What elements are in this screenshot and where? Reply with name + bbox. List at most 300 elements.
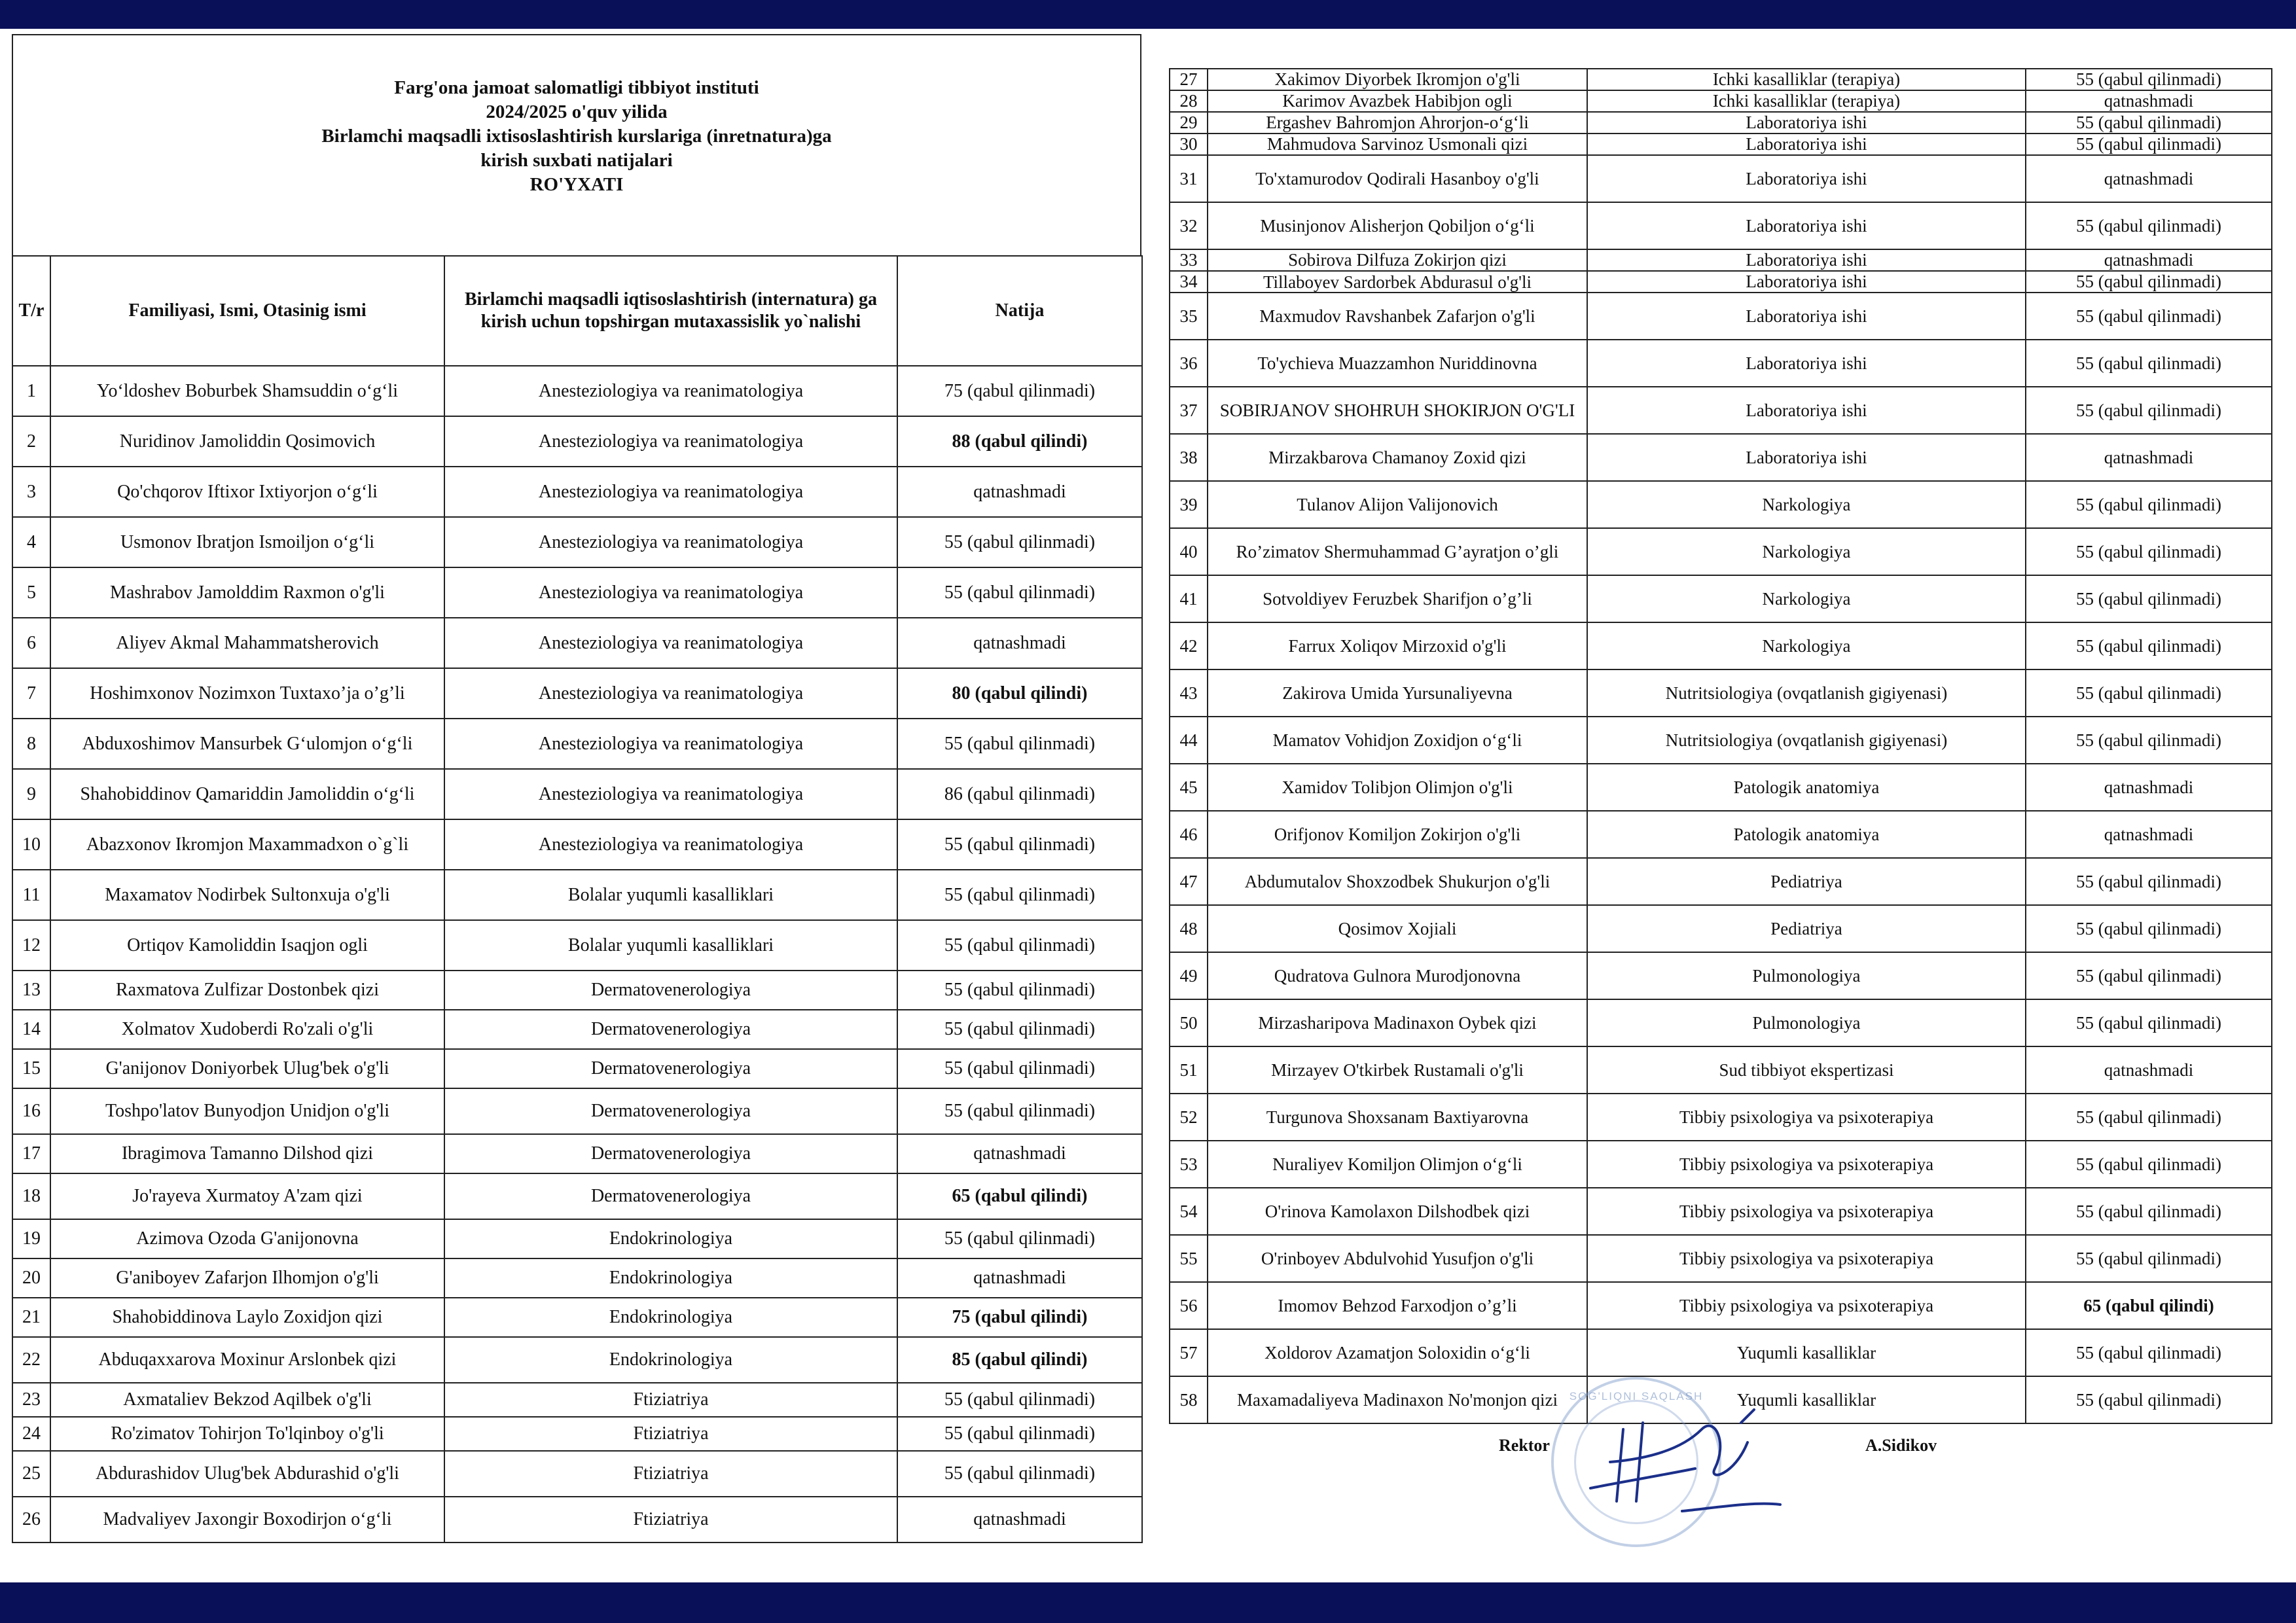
result-cell: 55 (qabul qilinmadi) bbox=[2026, 952, 2272, 999]
person-name-cell: Hoshimxonov Nozimxon Tuxtaxo’ja o’g’li bbox=[50, 668, 444, 719]
specialty-cell: Pediatriya bbox=[1587, 858, 2026, 905]
specialty-cell: Dermatovenerologiya bbox=[444, 1134, 897, 1173]
table-row bbox=[12, 366, 1142, 416]
specialty-cell: Dermatovenerologiya bbox=[444, 1010, 897, 1049]
specialty-cell: Bolalar yuqumli kasalliklari bbox=[444, 870, 897, 920]
column-header-result: Natija bbox=[897, 256, 1142, 366]
row-number-cell: 53 bbox=[1170, 1141, 1208, 1188]
specialty-cell: Laboratoriya ishi bbox=[1587, 271, 2026, 293]
person-name-cell: Qudratova Gulnora Murodjonovna bbox=[1208, 952, 1587, 999]
result-cell: 75 (qabul qilinmadi) bbox=[897, 366, 1142, 416]
result-cell: qatnashmadi bbox=[2026, 434, 2272, 481]
specialty-cell: Ftiziatriya bbox=[444, 1497, 897, 1543]
table-row bbox=[12, 769, 1142, 819]
result-cell: 55 (qabul qilinmadi) bbox=[897, 719, 1142, 769]
result-cell: qatnashmadi bbox=[2026, 90, 2272, 112]
column-header-specialty: Birlamchi maqsadli iqtisoslashtirish (internatura) ga kirish uchun topshirgan mutaxassislik yo`nalishi bbox=[444, 256, 897, 366]
table-row bbox=[1170, 1235, 2272, 1282]
bottom-border-band bbox=[0, 1582, 2296, 1623]
results-table-left bbox=[12, 255, 1143, 1543]
specialty-cell: Laboratoriya ishi bbox=[1587, 202, 2026, 249]
specialty-cell: Narkologiya bbox=[1587, 575, 2026, 622]
person-name-cell: Ortiqov Kamoliddin Isaqjon ogli bbox=[50, 920, 444, 971]
specialty-cell: Endokrinologiya bbox=[444, 1337, 897, 1383]
row-number-cell: 18 bbox=[12, 1173, 50, 1219]
specialty-cell: Pulmonologiya bbox=[1587, 999, 2026, 1046]
result-cell: qatnashmadi bbox=[897, 1258, 1142, 1298]
person-name-cell: Yo‘ldoshev Boburbek Shamsuddin o‘g‘li bbox=[50, 366, 444, 416]
document-subject: Birlamchi maqsadli ixtisoslashtirish kurslariga (inretnatura)ga bbox=[321, 126, 832, 147]
result-cell: 55 (qabul qilinmadi) bbox=[897, 1451, 1142, 1497]
table-row bbox=[1170, 858, 2272, 905]
result-cell: 55 (qabul qilinmadi) bbox=[2026, 481, 2272, 528]
person-name-cell: Mirzasharipova Madinaxon Oybek qizi bbox=[1208, 999, 1587, 1046]
table-row bbox=[12, 1219, 1142, 1258]
result-cell: 55 (qabul qilinmadi) bbox=[2026, 134, 2272, 155]
row-number-cell: 32 bbox=[1170, 202, 1208, 249]
row-number-cell: 45 bbox=[1170, 764, 1208, 811]
person-name-cell: Maxmudov Ravshanbek Zafarjon o'g'li bbox=[1208, 293, 1587, 340]
row-number-cell: 20 bbox=[12, 1258, 50, 1298]
table-row bbox=[12, 1088, 1142, 1134]
person-name-cell: Mirzakbarova Chamanoy Zoxid qizi bbox=[1208, 434, 1587, 481]
row-number-cell: 10 bbox=[12, 819, 50, 870]
person-name-cell: Aliyev Akmal Mahammatsherovich bbox=[50, 618, 444, 668]
document-header bbox=[12, 34, 1141, 257]
specialty-cell: Yuqumli kasalliklar bbox=[1587, 1376, 2026, 1423]
specialty-cell: Tibbiy psixologiya va psixoterapiya bbox=[1587, 1282, 2026, 1329]
table-row bbox=[12, 416, 1142, 467]
table-row bbox=[12, 467, 1142, 517]
result-cell: 55 (qabul qilinmadi) bbox=[2026, 1094, 2272, 1141]
specialty-cell: Laboratoriya ishi bbox=[1587, 134, 2026, 155]
person-name-cell: Abduxoshimov Mansurbek G‘ulomjon o‘g‘li bbox=[50, 719, 444, 769]
row-number-cell: 38 bbox=[1170, 434, 1208, 481]
result-cell: 55 (qabul qilinmadi) bbox=[2026, 293, 2272, 340]
specialty-cell: Nutritsiologiya (ovqatlanish gigiyenasi) bbox=[1587, 717, 2026, 764]
row-number-cell: 50 bbox=[1170, 999, 1208, 1046]
row-number-cell: 7 bbox=[12, 668, 50, 719]
document-subject-cont: kirish suxbati natijalari bbox=[480, 150, 673, 171]
result-cell: 65 (qabul qilindi) bbox=[2026, 1282, 2272, 1329]
result-cell: 86 (qabul qilinmadi) bbox=[897, 769, 1142, 819]
person-name-cell: Toshpo'latov Bunyodjon Unidjon o'g'li bbox=[50, 1088, 444, 1134]
specialty-cell: Tibbiy psixologiya va psixoterapiya bbox=[1587, 1188, 2026, 1235]
table-row bbox=[1170, 134, 2272, 155]
specialty-cell: Anesteziologiya va reanimatologiya bbox=[444, 769, 897, 819]
result-cell: 55 (qabul qilinmadi) bbox=[2026, 905, 2272, 952]
table-row bbox=[1170, 905, 2272, 952]
result-cell: qatnashmadi bbox=[897, 467, 1142, 517]
person-name-cell: SOBIRJANOV SHOHRUH SHOKIRJON O'G'LI bbox=[1208, 387, 1587, 434]
specialty-cell: Anesteziologiya va reanimatologiya bbox=[444, 618, 897, 668]
person-name-cell: Shahobiddinov Qamariddin Jamoliddin o‘g‘li bbox=[50, 769, 444, 819]
rektor-label: Rektor bbox=[1499, 1436, 1550, 1455]
person-name-cell: Farrux Xoliqov Mirzoxid o'g'li bbox=[1208, 622, 1587, 669]
row-number-cell: 39 bbox=[1170, 481, 1208, 528]
row-number-cell: 37 bbox=[1170, 387, 1208, 434]
result-cell: 55 (qabul qilinmadi) bbox=[2026, 858, 2272, 905]
row-number-cell: 29 bbox=[1170, 112, 1208, 134]
specialty-cell: Dermatovenerologiya bbox=[444, 971, 897, 1010]
column-header-number: T/r bbox=[12, 256, 50, 366]
row-number-cell: 4 bbox=[12, 517, 50, 567]
person-name-cell: Nuridinov Jamoliddin Qosimovich bbox=[50, 416, 444, 467]
specialty-cell: Dermatovenerologiya bbox=[444, 1049, 897, 1088]
specialty-cell: Anesteziologiya va reanimatologiya bbox=[444, 366, 897, 416]
table-row bbox=[12, 668, 1142, 719]
person-name-cell: Ergashev Bahromjon Ahrorjon-o‘g‘li bbox=[1208, 112, 1587, 134]
person-name-cell: Axmataliev Bekzod Aqilbek o'g'li bbox=[50, 1383, 444, 1417]
row-number-cell: 46 bbox=[1170, 811, 1208, 858]
person-name-cell: Orifjonov Komiljon Zokirjon o'g'li bbox=[1208, 811, 1587, 858]
specialty-cell: Anesteziologiya va reanimatologiya bbox=[444, 416, 897, 467]
table-row bbox=[12, 1383, 1142, 1417]
row-number-cell: 6 bbox=[12, 618, 50, 668]
person-name-cell: Qosimov Xojiali bbox=[1208, 905, 1587, 952]
person-name-cell: Shahobiddinova Laylo Zoxidjon qizi bbox=[50, 1298, 444, 1337]
row-number-cell: 41 bbox=[1170, 575, 1208, 622]
row-number-cell: 23 bbox=[12, 1383, 50, 1417]
person-name-cell: Sotvoldiyev Feruzbek Sharifjon o’g’li bbox=[1208, 575, 1587, 622]
person-name-cell: Maxamadaliyeva Madinaxon No'monjon qizi bbox=[1208, 1376, 1587, 1423]
result-cell: 55 (qabul qilinmadi) bbox=[897, 1088, 1142, 1134]
row-number-cell: 3 bbox=[12, 467, 50, 517]
person-name-cell: Imomov Behzod Farxodjon o’g’li bbox=[1208, 1282, 1587, 1329]
table-row bbox=[1170, 1046, 2272, 1094]
table-row bbox=[1170, 999, 2272, 1046]
result-cell: 55 (qabul qilinmadi) bbox=[2026, 202, 2272, 249]
result-cell: 65 (qabul qilindi) bbox=[897, 1173, 1142, 1219]
person-name-cell: Abdumutalov Shoxzodbek Shukurjon o'g'li bbox=[1208, 858, 1587, 905]
result-cell: 55 (qabul qilinmadi) bbox=[897, 870, 1142, 920]
table-row bbox=[1170, 387, 2272, 434]
result-cell: qatnashmadi bbox=[897, 618, 1142, 668]
row-number-cell: 2 bbox=[12, 416, 50, 467]
table-row bbox=[12, 1497, 1142, 1543]
person-name-cell: Xakimov Diyorbek Ikromjon o'g'li bbox=[1208, 69, 1587, 90]
person-name-cell: G'anijonov Doniyorbek Ulug'bek o'g'li bbox=[50, 1049, 444, 1088]
row-number-cell: 55 bbox=[1170, 1235, 1208, 1282]
person-name-cell: Ro’zimatov Shermuhammad G’ayratjon o’gli bbox=[1208, 528, 1587, 575]
row-number-cell: 30 bbox=[1170, 134, 1208, 155]
table-row bbox=[1170, 90, 2272, 112]
table-row bbox=[1170, 1329, 2272, 1376]
table-row bbox=[1170, 340, 2272, 387]
signature-block bbox=[1479, 1377, 2003, 1547]
specialty-cell: Patologik anatomiya bbox=[1587, 764, 2026, 811]
row-number-cell: 40 bbox=[1170, 528, 1208, 575]
specialty-cell: Pediatriya bbox=[1587, 905, 2026, 952]
specialty-cell: Ichki kasalliklar (terapiya) bbox=[1587, 69, 2026, 90]
row-number-cell: 34 bbox=[1170, 271, 1208, 293]
result-cell: 55 (qabul qilinmadi) bbox=[2026, 717, 2272, 764]
row-number-cell: 21 bbox=[12, 1298, 50, 1337]
row-number-cell: 17 bbox=[12, 1134, 50, 1173]
row-number-cell: 1 bbox=[12, 366, 50, 416]
person-name-cell: Abduqaxxarova Moxinur Arslonbek qizi bbox=[50, 1337, 444, 1383]
table-row bbox=[12, 920, 1142, 971]
specialty-cell: Tibbiy psixologiya va psixoterapiya bbox=[1587, 1094, 2026, 1141]
result-cell: 55 (qabul qilinmadi) bbox=[897, 1010, 1142, 1049]
row-number-cell: 52 bbox=[1170, 1094, 1208, 1141]
left-table-body bbox=[12, 366, 1142, 1543]
person-name-cell: Usmonov Ibratjon Ismoiljon o‘g‘li bbox=[50, 517, 444, 567]
right-table-body bbox=[1170, 69, 2272, 1423]
result-cell: 85 (qabul qilindi) bbox=[897, 1337, 1142, 1383]
result-cell: 55 (qabul qilinmadi) bbox=[2026, 528, 2272, 575]
result-cell: 55 (qabul qilinmadi) bbox=[2026, 340, 2272, 387]
table-row bbox=[1170, 1282, 2272, 1329]
result-cell: 55 (qabul qilinmadi) bbox=[897, 971, 1142, 1010]
specialty-cell: Ftiziatriya bbox=[444, 1383, 897, 1417]
table-row bbox=[12, 618, 1142, 668]
person-name-cell: Tulanov Alijon Valijonovich bbox=[1208, 481, 1587, 528]
person-name-cell: G'aniboyev Zafarjon Ilhomjon o'g'li bbox=[50, 1258, 444, 1298]
result-cell: 55 (qabul qilinmadi) bbox=[2026, 1141, 2272, 1188]
row-number-cell: 28 bbox=[1170, 90, 1208, 112]
table-row bbox=[12, 1298, 1142, 1337]
specialty-cell: Laboratoriya ishi bbox=[1587, 293, 2026, 340]
results-table-right bbox=[1169, 68, 2272, 1424]
specialty-cell: Ichki kasalliklar (terapiya) bbox=[1587, 90, 2026, 112]
row-number-cell: 25 bbox=[12, 1451, 50, 1497]
specialty-cell: Yuqumli kasalliklar bbox=[1587, 1329, 2026, 1376]
result-cell: 55 (qabul qilinmadi) bbox=[897, 1417, 1142, 1451]
specialty-cell: Laboratoriya ishi bbox=[1587, 340, 2026, 387]
top-border-band bbox=[0, 0, 2296, 29]
result-cell: 55 (qabul qilinmadi) bbox=[2026, 1376, 2272, 1423]
specialty-cell: Endokrinologiya bbox=[444, 1298, 897, 1337]
row-number-cell: 47 bbox=[1170, 858, 1208, 905]
table-row bbox=[12, 719, 1142, 769]
specialty-cell: Laboratoriya ishi bbox=[1587, 387, 2026, 434]
person-name-cell: Xamidov Tolibjon Olimjon o'g'li bbox=[1208, 764, 1587, 811]
table-row bbox=[1170, 575, 2272, 622]
result-cell: qatnashmadi bbox=[897, 1134, 1142, 1173]
stamp-text: SOG'LIQNI SAQLASH bbox=[1569, 1390, 1704, 1402]
person-name-cell: Jo'rayeva Xurmatoy A'zam qizi bbox=[50, 1173, 444, 1219]
row-number-cell: 22 bbox=[12, 1337, 50, 1383]
person-name-cell: O'rinboyev Abdulvohid Yusufjon o'g'li bbox=[1208, 1235, 1587, 1282]
specialty-cell: Laboratoriya ishi bbox=[1587, 112, 2026, 134]
row-number-cell: 44 bbox=[1170, 717, 1208, 764]
table-row bbox=[12, 1049, 1142, 1088]
result-cell: 55 (qabul qilinmadi) bbox=[2026, 1329, 2272, 1376]
result-cell: 55 (qabul qilinmadi) bbox=[2026, 575, 2272, 622]
specialty-cell: Anesteziologiya va reanimatologiya bbox=[444, 517, 897, 567]
result-cell: 80 (qabul qilindi) bbox=[897, 668, 1142, 719]
person-name-cell: Sobirova Dilfuza Zokirjon qizi bbox=[1208, 249, 1587, 271]
row-number-cell: 27 bbox=[1170, 69, 1208, 90]
person-name-cell: Nuraliyev Komiljon Olimjon o‘g‘li bbox=[1208, 1141, 1587, 1188]
result-cell: 55 (qabul qilinmadi) bbox=[897, 517, 1142, 567]
result-cell: qatnashmadi bbox=[2026, 764, 2272, 811]
specialty-cell: Laboratoriya ishi bbox=[1587, 249, 2026, 271]
person-name-cell: Karimov Avazbek Habibjon ogli bbox=[1208, 90, 1587, 112]
result-cell: 55 (qabul qilinmadi) bbox=[2026, 112, 2272, 134]
table-row bbox=[1170, 249, 2272, 271]
academic-year: 2024/2025 o'quv yilida bbox=[486, 101, 668, 122]
row-number-cell: 54 bbox=[1170, 1188, 1208, 1235]
table-row bbox=[12, 1258, 1142, 1298]
result-cell: qatnashmadi bbox=[2026, 811, 2272, 858]
table-row bbox=[12, 1451, 1142, 1497]
result-cell: qatnashmadi bbox=[2026, 1046, 2272, 1094]
result-cell: 55 (qabul qilinmadi) bbox=[897, 1049, 1142, 1088]
specialty-cell: Anesteziologiya va reanimatologiya bbox=[444, 819, 897, 870]
specialty-cell: Tibbiy psixologiya va psixoterapiya bbox=[1587, 1141, 2026, 1188]
table-row bbox=[12, 517, 1142, 567]
row-number-cell: 36 bbox=[1170, 340, 1208, 387]
table-row bbox=[12, 1010, 1142, 1049]
result-cell: 55 (qabul qilinmadi) bbox=[897, 567, 1142, 618]
person-name-cell: To'ychieva Muazzamhon Nuriddinovna bbox=[1208, 340, 1587, 387]
table-row bbox=[12, 870, 1142, 920]
result-cell: 75 (qabul qilindi) bbox=[897, 1298, 1142, 1337]
person-name-cell: Raxmatova Zulfizar Dostonbek qizi bbox=[50, 971, 444, 1010]
result-cell: 55 (qabul qilinmadi) bbox=[2026, 622, 2272, 669]
specialty-cell: Endokrinologiya bbox=[444, 1258, 897, 1298]
table-row bbox=[1170, 952, 2272, 999]
specialty-cell: Narkologiya bbox=[1587, 481, 2026, 528]
row-number-cell: 33 bbox=[1170, 249, 1208, 271]
specialty-cell: Patologik anatomiya bbox=[1587, 811, 2026, 858]
specialty-cell: Bolalar yuqumli kasalliklari bbox=[444, 920, 897, 971]
row-number-cell: 11 bbox=[12, 870, 50, 920]
specialty-cell: Laboratoriya ishi bbox=[1587, 155, 2026, 202]
table-row bbox=[1170, 69, 2272, 90]
specialty-cell: Nutritsiologiya (ovqatlanish gigiyenasi) bbox=[1587, 669, 2026, 717]
result-cell: 55 (qabul qilinmadi) bbox=[2026, 387, 2272, 434]
person-name-cell: Abazxonov Ikromjon Maxammadxon o`g`li bbox=[50, 819, 444, 870]
person-name-cell: Abdurashidov Ulug'bek Abdurashid o'g'li bbox=[50, 1451, 444, 1497]
row-number-cell: 14 bbox=[12, 1010, 50, 1049]
person-name-cell: Musinjonov Alisherjon Qobiljon o‘g‘li bbox=[1208, 202, 1587, 249]
result-cell: 55 (qabul qilinmadi) bbox=[2026, 999, 2272, 1046]
result-cell: qatnashmadi bbox=[2026, 249, 2272, 271]
table-row bbox=[1170, 481, 2272, 528]
table-row bbox=[1170, 155, 2272, 202]
specialty-cell: Anesteziologiya va reanimatologiya bbox=[444, 668, 897, 719]
person-name-cell: Mamatov Vohidjon Zoxidjon o‘g‘li bbox=[1208, 717, 1587, 764]
specialty-cell: Sud tibbiyot ekspertizasi bbox=[1587, 1046, 2026, 1094]
table-row bbox=[1170, 293, 2272, 340]
row-number-cell: 8 bbox=[12, 719, 50, 769]
row-number-cell: 43 bbox=[1170, 669, 1208, 717]
specialty-cell: Ftiziatriya bbox=[444, 1451, 897, 1497]
specialty-cell: Laboratoriya ishi bbox=[1587, 434, 2026, 481]
row-number-cell: 56 bbox=[1170, 1282, 1208, 1329]
person-name-cell: Ro'zimatov Tohirjon To'lqinboy o'g'li bbox=[50, 1417, 444, 1451]
row-number-cell: 15 bbox=[12, 1049, 50, 1088]
result-cell: 88 (qabul qilindi) bbox=[897, 416, 1142, 467]
document-title: RO'YXATI bbox=[529, 174, 624, 195]
row-number-cell: 42 bbox=[1170, 622, 1208, 669]
result-cell: 55 (qabul qilinmadi) bbox=[897, 1219, 1142, 1258]
table-header-row bbox=[12, 256, 1142, 366]
row-number-cell: 57 bbox=[1170, 1329, 1208, 1376]
row-number-cell: 48 bbox=[1170, 905, 1208, 952]
table-row bbox=[12, 1173, 1142, 1219]
row-number-cell: 24 bbox=[12, 1417, 50, 1451]
row-number-cell: 58 bbox=[1170, 1376, 1208, 1423]
result-cell: 55 (qabul qilinmadi) bbox=[897, 920, 1142, 971]
specialty-cell: Anesteziologiya va reanimatologiya bbox=[444, 467, 897, 517]
result-cell: 55 (qabul qilinmadi) bbox=[2026, 1235, 2272, 1282]
specialty-cell: Narkologiya bbox=[1587, 528, 2026, 575]
person-name-cell: Xoldorov Azamatjon Soloxidin o‘g‘li bbox=[1208, 1329, 1587, 1376]
result-cell: 55 (qabul qilinmadi) bbox=[2026, 271, 2272, 293]
row-number-cell: 12 bbox=[12, 920, 50, 971]
institute-name: Farg'ona jamoat salomatligi tibbiyot instituti bbox=[394, 77, 759, 98]
row-number-cell: 13 bbox=[12, 971, 50, 1010]
result-cell: 55 (qabul qilinmadi) bbox=[2026, 69, 2272, 90]
result-cell: 55 (qabul qilinmadi) bbox=[2026, 669, 2272, 717]
row-number-cell: 51 bbox=[1170, 1046, 1208, 1094]
table-row bbox=[1170, 528, 2272, 575]
person-name-cell: O'rinova Kamolaxon Dilshodbek qizi bbox=[1208, 1188, 1587, 1235]
table-row bbox=[1170, 669, 2272, 717]
person-name-cell: Qo'chqorov Iftixor Ixtiyorjon o‘g‘li bbox=[50, 467, 444, 517]
person-name-cell: Turgunova Shoxsanam Baxtiyarovna bbox=[1208, 1094, 1587, 1141]
person-name-cell: Mahmudova Sarvinoz Usmonali qizi bbox=[1208, 134, 1587, 155]
specialty-cell: Dermatovenerologiya bbox=[444, 1173, 897, 1219]
result-cell: 55 (qabul qilinmadi) bbox=[897, 819, 1142, 870]
table-row bbox=[1170, 271, 2272, 293]
table-row bbox=[1170, 1188, 2272, 1235]
table-row bbox=[1170, 717, 2272, 764]
table-row bbox=[12, 567, 1142, 618]
row-number-cell: 16 bbox=[12, 1088, 50, 1134]
rektor-name: A.Sidikov bbox=[1865, 1436, 1937, 1455]
result-cell: 55 (qabul qilinmadi) bbox=[897, 1383, 1142, 1417]
table-row bbox=[12, 971, 1142, 1010]
specialty-cell: Ftiziatriya bbox=[444, 1417, 897, 1451]
specialty-cell: Endokrinologiya bbox=[444, 1219, 897, 1258]
person-name-cell: Mashrabov Jamolddim Raxmon o'g'li bbox=[50, 567, 444, 618]
result-cell: qatnashmadi bbox=[2026, 155, 2272, 202]
table-row bbox=[12, 1134, 1142, 1173]
specialty-cell: Anesteziologiya va reanimatologiya bbox=[444, 719, 897, 769]
row-number-cell: 35 bbox=[1170, 293, 1208, 340]
table-row bbox=[1170, 764, 2272, 811]
specialty-cell: Anesteziologiya va reanimatologiya bbox=[444, 567, 897, 618]
result-cell: qatnashmadi bbox=[897, 1497, 1142, 1543]
result-cell: 55 (qabul qilinmadi) bbox=[2026, 1188, 2272, 1235]
table-row bbox=[1170, 1141, 2272, 1188]
person-name-cell: Xolmatov Xudoberdi Ro'zali o'g'li bbox=[50, 1010, 444, 1049]
row-number-cell: 19 bbox=[12, 1219, 50, 1258]
person-name-cell: Tillaboyev Sardorbek Abdurasul o'g'li bbox=[1208, 271, 1587, 293]
table-row bbox=[1170, 622, 2272, 669]
handwritten-signature bbox=[1584, 1403, 1793, 1521]
table-row bbox=[1170, 1094, 2272, 1141]
row-number-cell: 31 bbox=[1170, 155, 1208, 202]
specialty-cell: Pulmonologiya bbox=[1587, 952, 2026, 999]
table-row bbox=[12, 1337, 1142, 1383]
column-header-name: Familiyasi, Ismi, Otasinig ismi bbox=[50, 256, 444, 366]
table-row bbox=[1170, 202, 2272, 249]
row-number-cell: 26 bbox=[12, 1497, 50, 1543]
row-number-cell: 5 bbox=[12, 567, 50, 618]
row-number-cell: 9 bbox=[12, 769, 50, 819]
row-number-cell: 49 bbox=[1170, 952, 1208, 999]
person-name-cell: Ibragimova Tamanno Dilshod qizi bbox=[50, 1134, 444, 1173]
specialty-cell: Narkologiya bbox=[1587, 622, 2026, 669]
specialty-cell: Tibbiy psixologiya va psixoterapiya bbox=[1587, 1235, 2026, 1282]
person-name-cell: Mirzayev O'tkirbek Rustamali o'g'li bbox=[1208, 1046, 1587, 1094]
